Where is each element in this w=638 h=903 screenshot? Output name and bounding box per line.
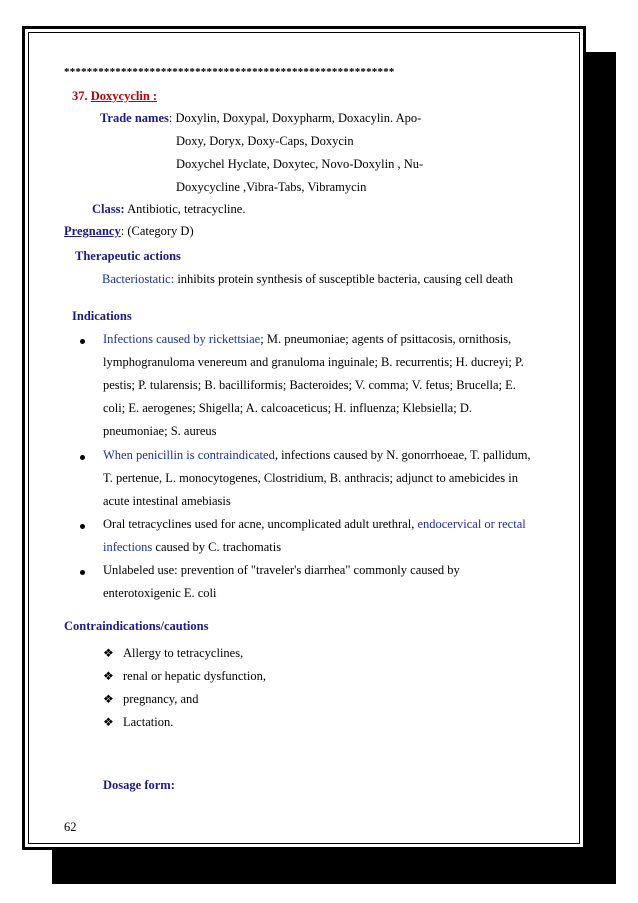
indications-heading: Indications [72,309,132,323]
class-line: Class: Antibiotic, tetracycline. [92,202,246,216]
diamond-bullet-icon: ❖ [103,646,114,660]
pregnancy-line: Pregnancy: (Category D) [64,224,194,238]
diamond-bullet-icon: ❖ [103,669,114,683]
indication-3-line-1: Oral tetracyclines used for acne, uncomplicated adult urethral, endocervical or rectal [103,517,526,531]
drug-number: 37. [72,89,88,103]
bullet-icon [80,339,85,344]
diamond-bullet-icon: ❖ [103,692,114,706]
page-shadow-right [586,52,616,850]
contra-item-3: pregnancy, and [123,692,199,706]
indication-3-line-2: infections caused by C. trachomatis [103,540,282,554]
page-shadow-bottom [52,850,616,884]
contra-item-4: Lactation. [123,715,174,729]
dosage-form-heading: Dosage form: [103,778,175,792]
drug-name: Doxycyclin : [90,89,158,103]
therapeutic-heading: Therapeutic actions [75,249,181,263]
indication-1-line-3: pestis; P. tularensis; B. bacilliformis; Bacteroides; V. comma; V. fetus; Brucella; E. [103,378,516,392]
indication-2-line-1: When penicillin is contraindicated, infections caused by N. gonorrhoeae, T. pallidum, [103,448,531,462]
therapeutic-text: Bacteriostatic: inhibits protein synthesis of susceptible bacteria, causing cell death [102,272,514,286]
bullet-icon [80,570,85,575]
contra-item-2: renal or hepatic dysfunction, [123,669,267,683]
contraindications-heading: Contraindications/cautions [64,619,209,633]
trade-names-line-2: Doxy, Doryx, Doxy-Caps, Doxycin [176,134,354,148]
trade-names-line-4: Doxycycline ,Vibra-Tabs, Vibramycin [176,180,367,194]
trade-names-line-1: Trade names: Doxylin, Doxypal, Doxypharm, Doxacylin. Apo- [100,111,422,125]
indication-4-line-1: Unlabeled use: prevention of "traveler's diarrhea" commonly caused by [103,563,460,577]
indication-1-line-5: pneumoniae; S. aureus [103,424,217,438]
pregnancy-label: Pregnancy [64,224,121,238]
trade-names-label: Trade names [100,111,169,125]
stars-separator: ********************************************************** [64,66,395,78]
bacteriostatic-lead: Bacteriostatic: [102,272,175,286]
indication-4-line-2: enterotoxigenic E. coli [103,586,217,600]
bullet-icon [80,524,85,529]
indication-2-line-2: T. pertenue, L. monocytogenes, Clostridium, B. anthracis; adjunct to amebicides in [103,471,518,485]
drug-heading [72,88,157,104]
trade-names-line-3: Doxychel Hyclate, Doxytec, Novo-Doxylin , Nu- [176,157,424,171]
class-label: Class: [92,202,125,216]
indication-2-line-3: acute intestinal amebiasis [103,494,231,508]
indication-1-line-1: Infections caused by rickettsiae; M. pneumoniae; agents of psittacosis, ornithosis, [103,332,512,346]
diamond-bullet-icon: ❖ [103,715,114,729]
indication-1-line-2: lymphogranuloma venereum and granuloma inguinale; B. recurrentis; H. ducreyi; P. [103,355,524,369]
page-number: 62 [64,820,77,834]
indication-1-line-4: coli; E. aerogenes; Shigella; A. calcoaceticus; H. influenza; Klebsiella; D. [103,401,472,415]
contra-item-1: Allergy to tetracyclines, [123,646,244,660]
bullet-icon [80,455,85,460]
